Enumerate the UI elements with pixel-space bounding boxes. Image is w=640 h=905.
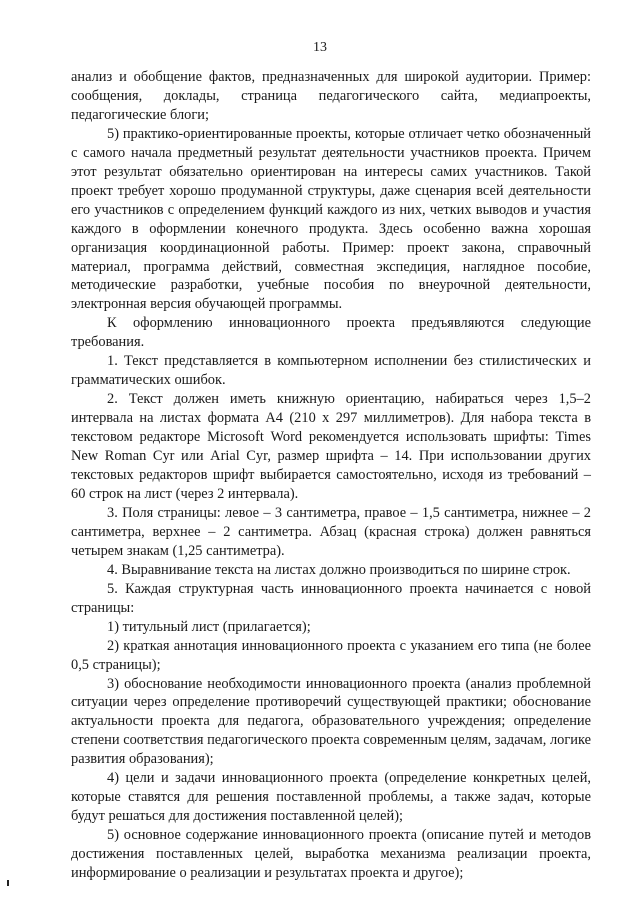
requirement-5: 5. Каждая структурная часть инновационного проекта начинается с новой страницы: [71,580,591,616]
requirement-2: 2. Текст должен иметь книжную ориентацию, набираться через 1,5–2 интервала на листах формата А4 (210 х 297 миллиметров). Для набора текста в текстовом редакторе Microsoft Word рекомендуется использовать шрифты: Times New Roman Cyr или Arial Cyr, размер шрифта – 14. При использовании других текстовых редакторов шрифт выбирается самостоятельно, исходя из требований – 60 строк на лист (через 2 интервала). [71,391,591,502]
paragraph-continuation: анализ и обобщение фактов, предназначенных для широкой аудитории. Пример: сообщения, доклады, страница педагогического сайта, медиапроекты, педагогические блоги; [71,69,591,123]
requirement-3: 3. Поля страницы: левое – 3 сантиметра, правое – 1,5 сантиметра, нижнее – 2 сантиметра, верхнее – 2 сантиметра. Абзац (красная строка) должен равняться четырем знакам (1,25 сантиметра). [71,504,591,559]
structure-item-1: 1) титульный лист (прилагается); [107,618,311,635]
structure-item-5: 5) основное содержание инновационного проекта (описание путей и методов достижения поставленных целей, выработка механизма реализации проекта, информирование о реализации и результатах проекта и другое); [71,827,591,882]
structure-item-3: 3) обоснование необходимости инновационного проекта (анализ проблемной ситуации через определение противоречий существующей практики; обоснование актуальности проекта для педагога, образовательного учреждения; определение степени соответствия педагогического проекта современным целям, задачам, логике развития образования); [71,675,591,768]
scan-mark [7,880,9,886]
page-number: 13 [313,40,327,55]
structure-item-4: 4) цели и задачи инновационного проекта (определение конкретных целей, которые ставятся для решения поставленной проблемы, а также задач, которые будут решаться для достижения поставленной целей); [71,770,591,825]
requirement-1: 1. Текст представляется в компьютерном исполнении без стилистических и грамматических ошибок. [71,353,591,389]
paragraph-practice-oriented-projects: 5) практико-ориентированные проекты, которые отличает четко обозначенный с самого начала предметный результат деятельности участников проекта. Причем этот результат обязательно ориентирован на интересы самих участников. Такой проект требует хорошо продуманной структуры, даже сценария всей деятельности его участников с определением функций каждого из них, четких выводов и участия каждого в оформлении конечного продукта. Здесь особенно важна хорошая организация координационной работы. Пример: проект закона, справочный материал, программа действий, совместная экспедиция, наглядное пособие, методические разработки, учебные пособия по внеурочной деятельности, электронная версия обучающей программы. [71,125,591,313]
paragraph-requirements-intro: К оформлению инновационного проекта предъявляются следующие требования. [71,315,591,351]
page-body [71,68,591,883]
structure-item-2: 2) краткая аннотация инновационного проекта с указанием его типа (не более 0,5 страницы); [71,637,591,673]
requirement-4: 4. Выравнивание текста на листах должно производиться по ширине строк. [107,561,571,578]
